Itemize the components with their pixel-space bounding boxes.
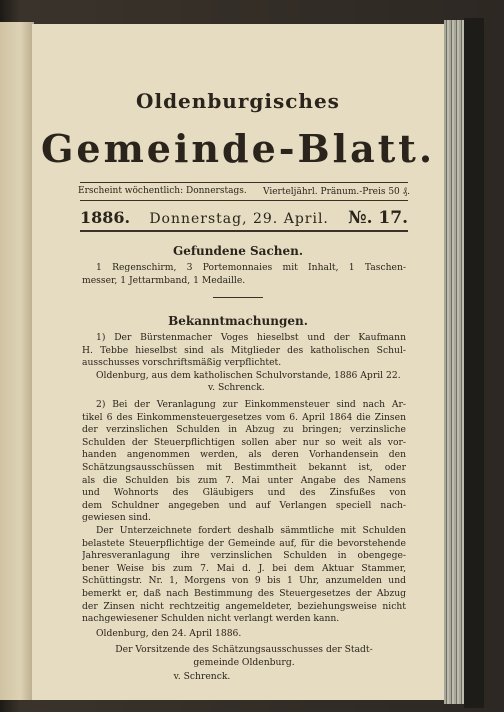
notice-1-signature: v. Schrenck. bbox=[208, 382, 265, 394]
text-line: ausschusses vorschriftsmäßig verpflichtet. bbox=[82, 357, 282, 369]
text-line: als die Schulden bis zum 7. Mai unter Angabe des Namens bbox=[82, 474, 406, 486]
previous-page-edge bbox=[0, 22, 34, 700]
found-items-heading: Gefundene Sachen. bbox=[172, 244, 304, 258]
newspaper-page bbox=[32, 24, 444, 700]
text-line: und Wohnorts des Gläubigers und des Zinsfußes von bbox=[82, 487, 406, 499]
text-line: Jahresveranlagung ihre verzinslichen Schulden in obengege- bbox=[82, 550, 406, 562]
notice-2-signature-name: v. Schrenck. bbox=[173, 671, 231, 682]
issue-dateline bbox=[80, 208, 408, 228]
text-line: Schätzungsausschüssen mit Bestimmtheit bekannt ist, oder bbox=[82, 461, 406, 473]
text-line: handen angenommen werden, als deren Vorhandensein den bbox=[82, 449, 406, 461]
text-line: messer, 1 Jettarmband, 1 Medaille. bbox=[82, 274, 246, 286]
notice-1 bbox=[82, 332, 406, 395]
text-line: H. Tebbe hieselbst sind als Mitglieder des katholischen Schul- bbox=[82, 344, 406, 356]
text-line: 1) Der Bürstenmacher Voges hieselbst und der Kaufmann bbox=[96, 332, 406, 343]
text-line: nachgewiesener Schulden nicht verlangt werden kann. bbox=[82, 613, 340, 625]
notice-2-place-date: Oldenburg, den 24. April 1886. bbox=[96, 627, 242, 639]
text-line: Schulden der Steuerpflichtigen sollen aber nur so weit als vor- bbox=[82, 436, 406, 448]
text-line: der verzinslichen Schulden in Abzug zu bringen; verzinsliche bbox=[82, 424, 406, 436]
text-line: der Zinsen nicht rechtzeitig angemeldeter, beziehungsweise nicht bbox=[82, 600, 406, 612]
page-stack-edge bbox=[444, 20, 464, 704]
text-line: bemerkt er, daß nach Bestimmung des Steuergesetzes der Abzug bbox=[82, 587, 406, 599]
text-line: 1 Regenschirm, 3 Portemonnaies mit Inhalt, 1 Taschen- bbox=[96, 262, 406, 273]
issue-date: Donnerstag, 29. April. bbox=[149, 211, 329, 227]
section-divider bbox=[213, 297, 263, 298]
masthead-title: Gemeinde-Blatt. bbox=[40, 126, 436, 171]
text-line: belastete Steuerpflichtige der Gemeinde auf, für die bevorstehende bbox=[82, 537, 406, 549]
publication-frequency: Erscheint wöchentlich: Donnerstags. bbox=[78, 186, 247, 196]
notices-heading: Bekanntmachungen. bbox=[168, 314, 308, 328]
mid-rule bbox=[80, 200, 408, 201]
text-line: tikel 6 des Einkommensteuergesetzes vom 6. April 1864 die Zinsen bbox=[82, 411, 406, 423]
notice-2-signature-line-1: Der Vorsitzende des Schätzungsausschusses der Stadt- bbox=[115, 644, 373, 655]
notice-1-place-date: Oldenburg, aus dem katholischen Schulvorstande, 1886 April 22. bbox=[96, 369, 401, 381]
text-line: Schüttingstr. Nr. 1, Morgens von 9 bis 1 Uhr, anzumelden und bbox=[82, 575, 406, 587]
issue-year: 1886. bbox=[80, 208, 131, 227]
found-items-text bbox=[82, 262, 406, 287]
subscription-price: Vierteljährl. Pränum.-Preis 50 ₰. bbox=[263, 187, 410, 197]
text-line: dem Schuldner angegeben und auf Verlangen speciell nach- bbox=[82, 499, 406, 511]
text-line: bener Weise bis zum 7. Mai d. J. bei dem Aktuar Stammer, bbox=[82, 562, 406, 574]
dateline-rule bbox=[80, 230, 408, 232]
masthead-line-1: Oldenburgisches bbox=[136, 89, 340, 113]
publication-info bbox=[78, 186, 410, 197]
issue-number: №. 17. bbox=[348, 208, 408, 228]
book-cover-edge bbox=[464, 18, 484, 708]
notice-2 bbox=[82, 399, 406, 640]
text-line: 2) Bei der Veranlagung zur Einkommensteuer sind nach Ar- bbox=[96, 399, 406, 410]
text-line: gewiesen sind. bbox=[82, 512, 151, 524]
top-rule bbox=[80, 182, 408, 183]
text-line: Der Unterzeichnete fordert deshalb sämmtliche mit Schulden bbox=[96, 524, 406, 536]
notice-2-signature-line-2: gemeinde Oldenburg. bbox=[193, 657, 295, 668]
